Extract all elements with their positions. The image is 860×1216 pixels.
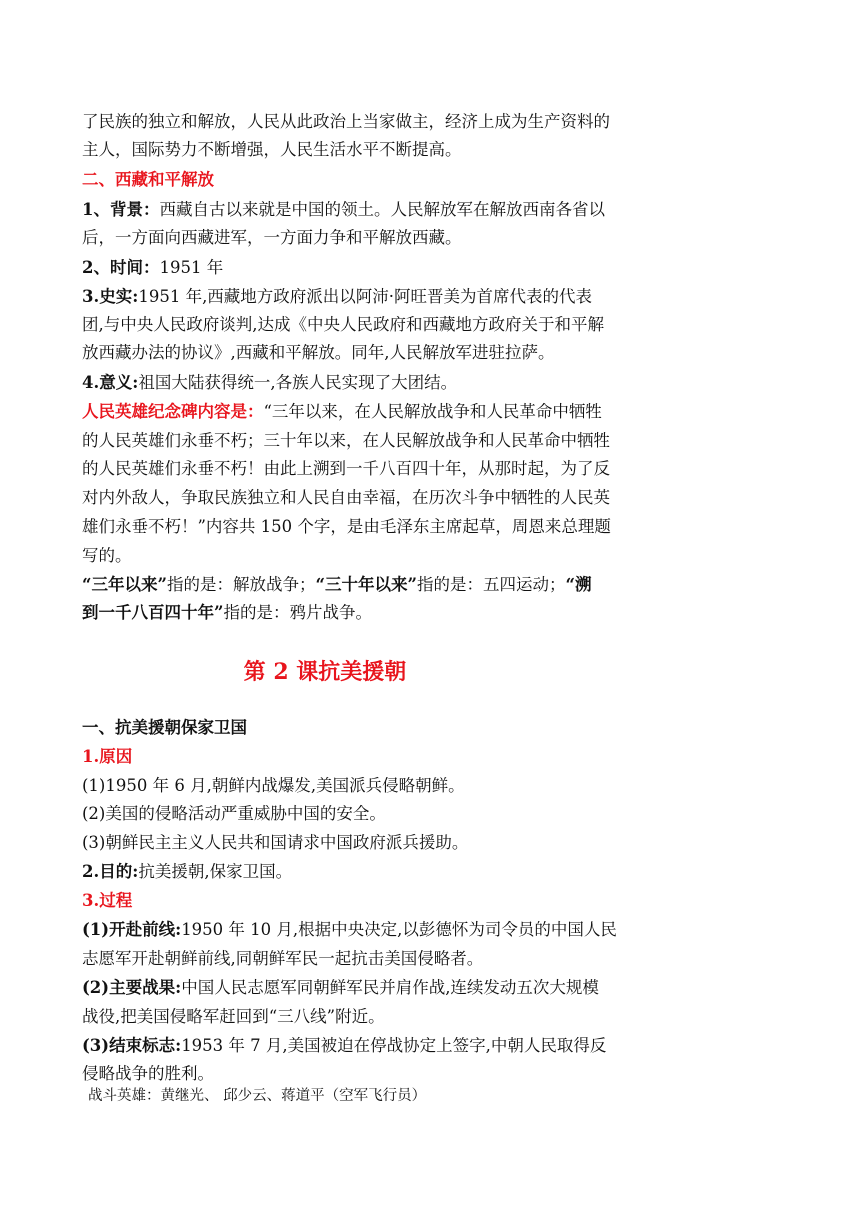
monument-label: 人民英雄纪念碑内容是： bbox=[82, 402, 264, 421]
intro-line-1: 了民族的独立和解放，人民从此政治上当家做主，经济上成为生产资料的 bbox=[82, 112, 610, 131]
process-2-line-2: 战役,把美国侵略军赶回到“三八线”附近。 bbox=[82, 1007, 385, 1026]
fact-line-3: 放西藏办法的协议》,西藏和平解放。同年,人民解放军进驻拉萨。 bbox=[82, 343, 555, 362]
monument-line-3: 的人民英雄们永垂不朽！由此上溯到一千八百四十年，从那时起，为了反 bbox=[82, 459, 610, 478]
monument-line-2: 的人民英雄们永垂不朽；三十年以来，在人民解放战争和人民革命中牺牲 bbox=[82, 431, 610, 450]
process-2-line-1 bbox=[82, 978, 642, 998]
meaning-line bbox=[82, 373, 642, 393]
monument-text-1: “三年以来，在人民解放战争和人民革命中牺牲 bbox=[263, 402, 602, 421]
cause-item-3: (3)朝鲜民主主义人民共和国请求中国政府派兵援助。 bbox=[82, 833, 469, 852]
time-value: 1951 年 bbox=[159, 258, 224, 277]
meaning-value: 祖国大陆获得统一,各族人民实现了大团结。 bbox=[138, 373, 458, 392]
process-3-line-1 bbox=[82, 1036, 642, 1056]
fact-line-1 bbox=[82, 287, 642, 307]
monument-line-4: 对内外敌人，争取民族独立和人民自由幸福，在历次斗争中牺牲的人民英 bbox=[82, 488, 610, 507]
quote-thirty-years-meaning: 指的是：五四运动； bbox=[416, 575, 566, 594]
goal-value: 抗美援朝,保家卫国。 bbox=[138, 862, 293, 881]
quote-three-years: “三年以来” bbox=[82, 575, 167, 594]
process-2-text-1: 中国人民志愿军同朝鲜军民并肩作战,连续发动五次大规模 bbox=[181, 978, 599, 997]
process-1-text-1: 1950 年 10 月,根据中央决定,以彭德怀为司令员的中国人民 bbox=[181, 920, 617, 939]
quote-1840-end: 到一千八百四十年” bbox=[82, 603, 224, 622]
meaning-label: 4.意义: bbox=[82, 373, 139, 392]
process-3-text-1: 1953 年 7 月,美国被迫在停战协定上签字,中朝人民取得反 bbox=[181, 1036, 607, 1055]
fact-line-2: 团,与中央人民政府谈判,达成《中央人民政府和西藏地方政府关于和平解 bbox=[82, 315, 604, 334]
section-heading-tibet: 二、西藏和平解放 bbox=[82, 170, 214, 189]
quote-three-years-meaning: 指的是：解放战争； bbox=[166, 575, 316, 594]
time-label: 2、时间： bbox=[82, 258, 160, 277]
cause-item-1: (1)1950 年 6 月,朝鲜内战爆发,美国派兵侵略朝鲜。 bbox=[82, 776, 465, 795]
intro-line-2: 主人，国际势力不断增强，人民生活水平不断提高。 bbox=[82, 140, 462, 159]
process-1-line-2: 志愿军开赴朝鲜前线,同朝鲜军民一起抗击美国侵略者。 bbox=[82, 949, 484, 968]
lesson-title: 第 2 课抗美援朝 bbox=[243, 659, 407, 685]
goal-label: 2.目的: bbox=[82, 862, 139, 881]
quote-meaning-line-2 bbox=[82, 603, 642, 623]
heroes-line: 战斗英雄：黄继光、 邱少云、蒋道平（空军飞行员） bbox=[88, 1088, 427, 1104]
quote-thirty-years: “三十年以来” bbox=[315, 575, 417, 594]
cause-heading: 1.原因 bbox=[82, 747, 133, 766]
fact-label: 3.史实: bbox=[82, 287, 139, 306]
process-3-label: (3)结束标志: bbox=[82, 1036, 182, 1055]
time-line bbox=[82, 258, 642, 278]
background-text-1: 西藏自古以来就是中国的领土。人民解放军在解放西南各省以 bbox=[159, 200, 605, 219]
process-1-label: (1)开赴前线: bbox=[82, 920, 182, 939]
background-line-1 bbox=[82, 200, 642, 220]
background-label: 1、背景： bbox=[82, 200, 160, 219]
monument-line-5: 雄们永垂不朽！”内容共 150 个字，是由毛泽东主席起草，周恩来总理题 bbox=[82, 517, 611, 536]
quote-meaning-line-1 bbox=[82, 575, 642, 595]
monument-line-1 bbox=[82, 402, 642, 422]
process-1-line-1 bbox=[82, 920, 642, 940]
section-heading-korea: 一、抗美援朝保家卫国 bbox=[82, 718, 247, 737]
quote-1840-meaning: 指的是：鸦片战争。 bbox=[223, 603, 372, 622]
monument-line-6: 写的。 bbox=[82, 546, 132, 565]
cause-item-2: (2)美国的侵略活动严重威胁中国的安全。 bbox=[82, 804, 386, 823]
process-2-label: (2)主要战果: bbox=[82, 978, 182, 997]
process-heading: 3.过程 bbox=[82, 891, 133, 910]
quote-1840-start: “溯 bbox=[565, 575, 592, 594]
process-3-line-2: 侵略战争的胜利。 bbox=[82, 1064, 214, 1083]
goal-line bbox=[82, 862, 642, 882]
fact-text-1: 1951 年,西藏地方政府派出以阿沛·阿旺晋美为首席代表的代表 bbox=[138, 287, 593, 306]
background-line-2: 后，一方面向西藏进军，一方面力争和平解放西藏。 bbox=[82, 228, 462, 247]
